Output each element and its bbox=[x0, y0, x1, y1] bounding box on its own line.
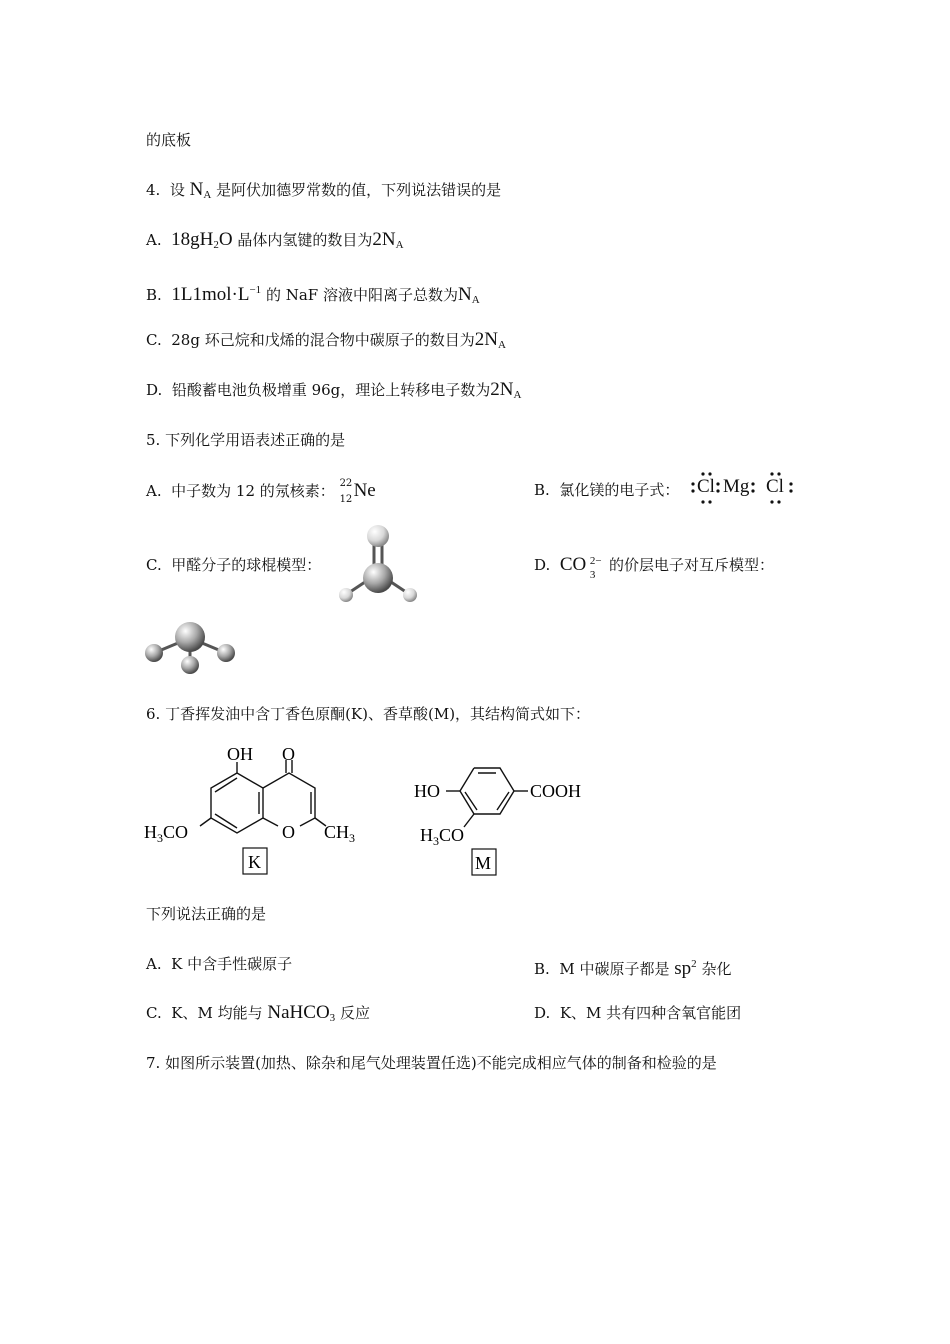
q5-option-a: A. 中子数为 12 的氖核素： 22 12 Ne bbox=[146, 478, 376, 505]
q6-option-d: D. K、M 共有四种含氧官能团 bbox=[534, 1004, 742, 1022]
formaldehyde-ball-stick-model bbox=[330, 518, 430, 608]
q6-option-c: C. K、M 均能与 NaHCO$_3$ 反应 bbox=[146, 1002, 370, 1024]
structure-k bbox=[140, 740, 360, 880]
q5-option-b: B. 氯化镁的电子式： bbox=[534, 481, 680, 499]
m-hydroxy-label: HO bbox=[414, 781, 440, 801]
mgcl2-electron-formula: Cl Mg Cl bbox=[690, 470, 800, 506]
q4-option-c: C. 28g 环己烷和戊烯的混合物中碳原子的数目为$2N_A$ bbox=[146, 329, 506, 351]
vsepr-ball-center bbox=[175, 622, 205, 652]
vsepr-ball-right bbox=[217, 644, 235, 662]
k-oh-label: OH bbox=[227, 744, 253, 764]
q4-option-b: B. $1L1mol\cdot L^{-1}$ 的 NaF 溶液中阳离子总数为$N_A$ bbox=[146, 284, 480, 306]
oxygen-ball bbox=[367, 525, 389, 547]
vsepr-model bbox=[140, 618, 240, 678]
isotope-notation: 22 12 bbox=[339, 478, 353, 505]
q4-option-d: D. 铅酸蓄电池负极增重 96g，理论上转移电子数为$2N_A$ bbox=[146, 379, 522, 401]
vsepr-ball-left bbox=[145, 644, 163, 662]
hydrogen-ball-left bbox=[339, 588, 353, 602]
q5-stem: 5. 下列化学用语表述正确的是 bbox=[146, 431, 346, 449]
k-ring-o: O bbox=[282, 822, 295, 842]
q4-stem: 4. 设 $N_A$ 是阿伏加德罗常数的值，下列说法错误的是 bbox=[146, 179, 502, 201]
q7-stem: 7. 如图所示装置(加热、除杂和尾气处理装置任选)不能完成相应气体的制备和检验的是 bbox=[146, 1054, 717, 1072]
q6-prompt: 下列说法正确的是 bbox=[146, 905, 267, 923]
q6-stem: 6. 丁香挥发油中含丁香色原酮(K)、香草酸(M)，其结构简式如下： bbox=[146, 705, 591, 723]
structure-m bbox=[410, 755, 610, 880]
carbon-ball bbox=[363, 563, 393, 593]
q5-option-d: D. CO 2− 3 的价层电子对互斥模型： bbox=[534, 554, 775, 581]
k-label: K bbox=[248, 852, 261, 872]
k-carbonyl-o: O bbox=[282, 744, 295, 764]
m-label: M bbox=[475, 853, 492, 873]
q6-option-b: B. M 中碳原子都是 $sp^2$ 杂化 bbox=[534, 958, 732, 979]
m-methoxy-label: $H_3CO$ bbox=[420, 825, 465, 848]
q6-option-a: A. K 中含手性碳原子 bbox=[146, 955, 293, 973]
k-methoxy-label: $H_3CO$ bbox=[144, 822, 189, 845]
continuation-text: 的底板 bbox=[146, 131, 192, 149]
m-carboxyl-label: COOH bbox=[530, 781, 582, 801]
k-methyl-label: $CH_3$ bbox=[324, 822, 356, 845]
q5-option-c: C. 甲醛分子的球棍模型： bbox=[146, 556, 322, 574]
vsepr-ball-bottom bbox=[181, 656, 199, 674]
q4-option-a: A. $18gH_2O$ 晶体内氢键的数目为$2N_A$ bbox=[146, 229, 404, 251]
hydrogen-ball-right bbox=[403, 588, 417, 602]
